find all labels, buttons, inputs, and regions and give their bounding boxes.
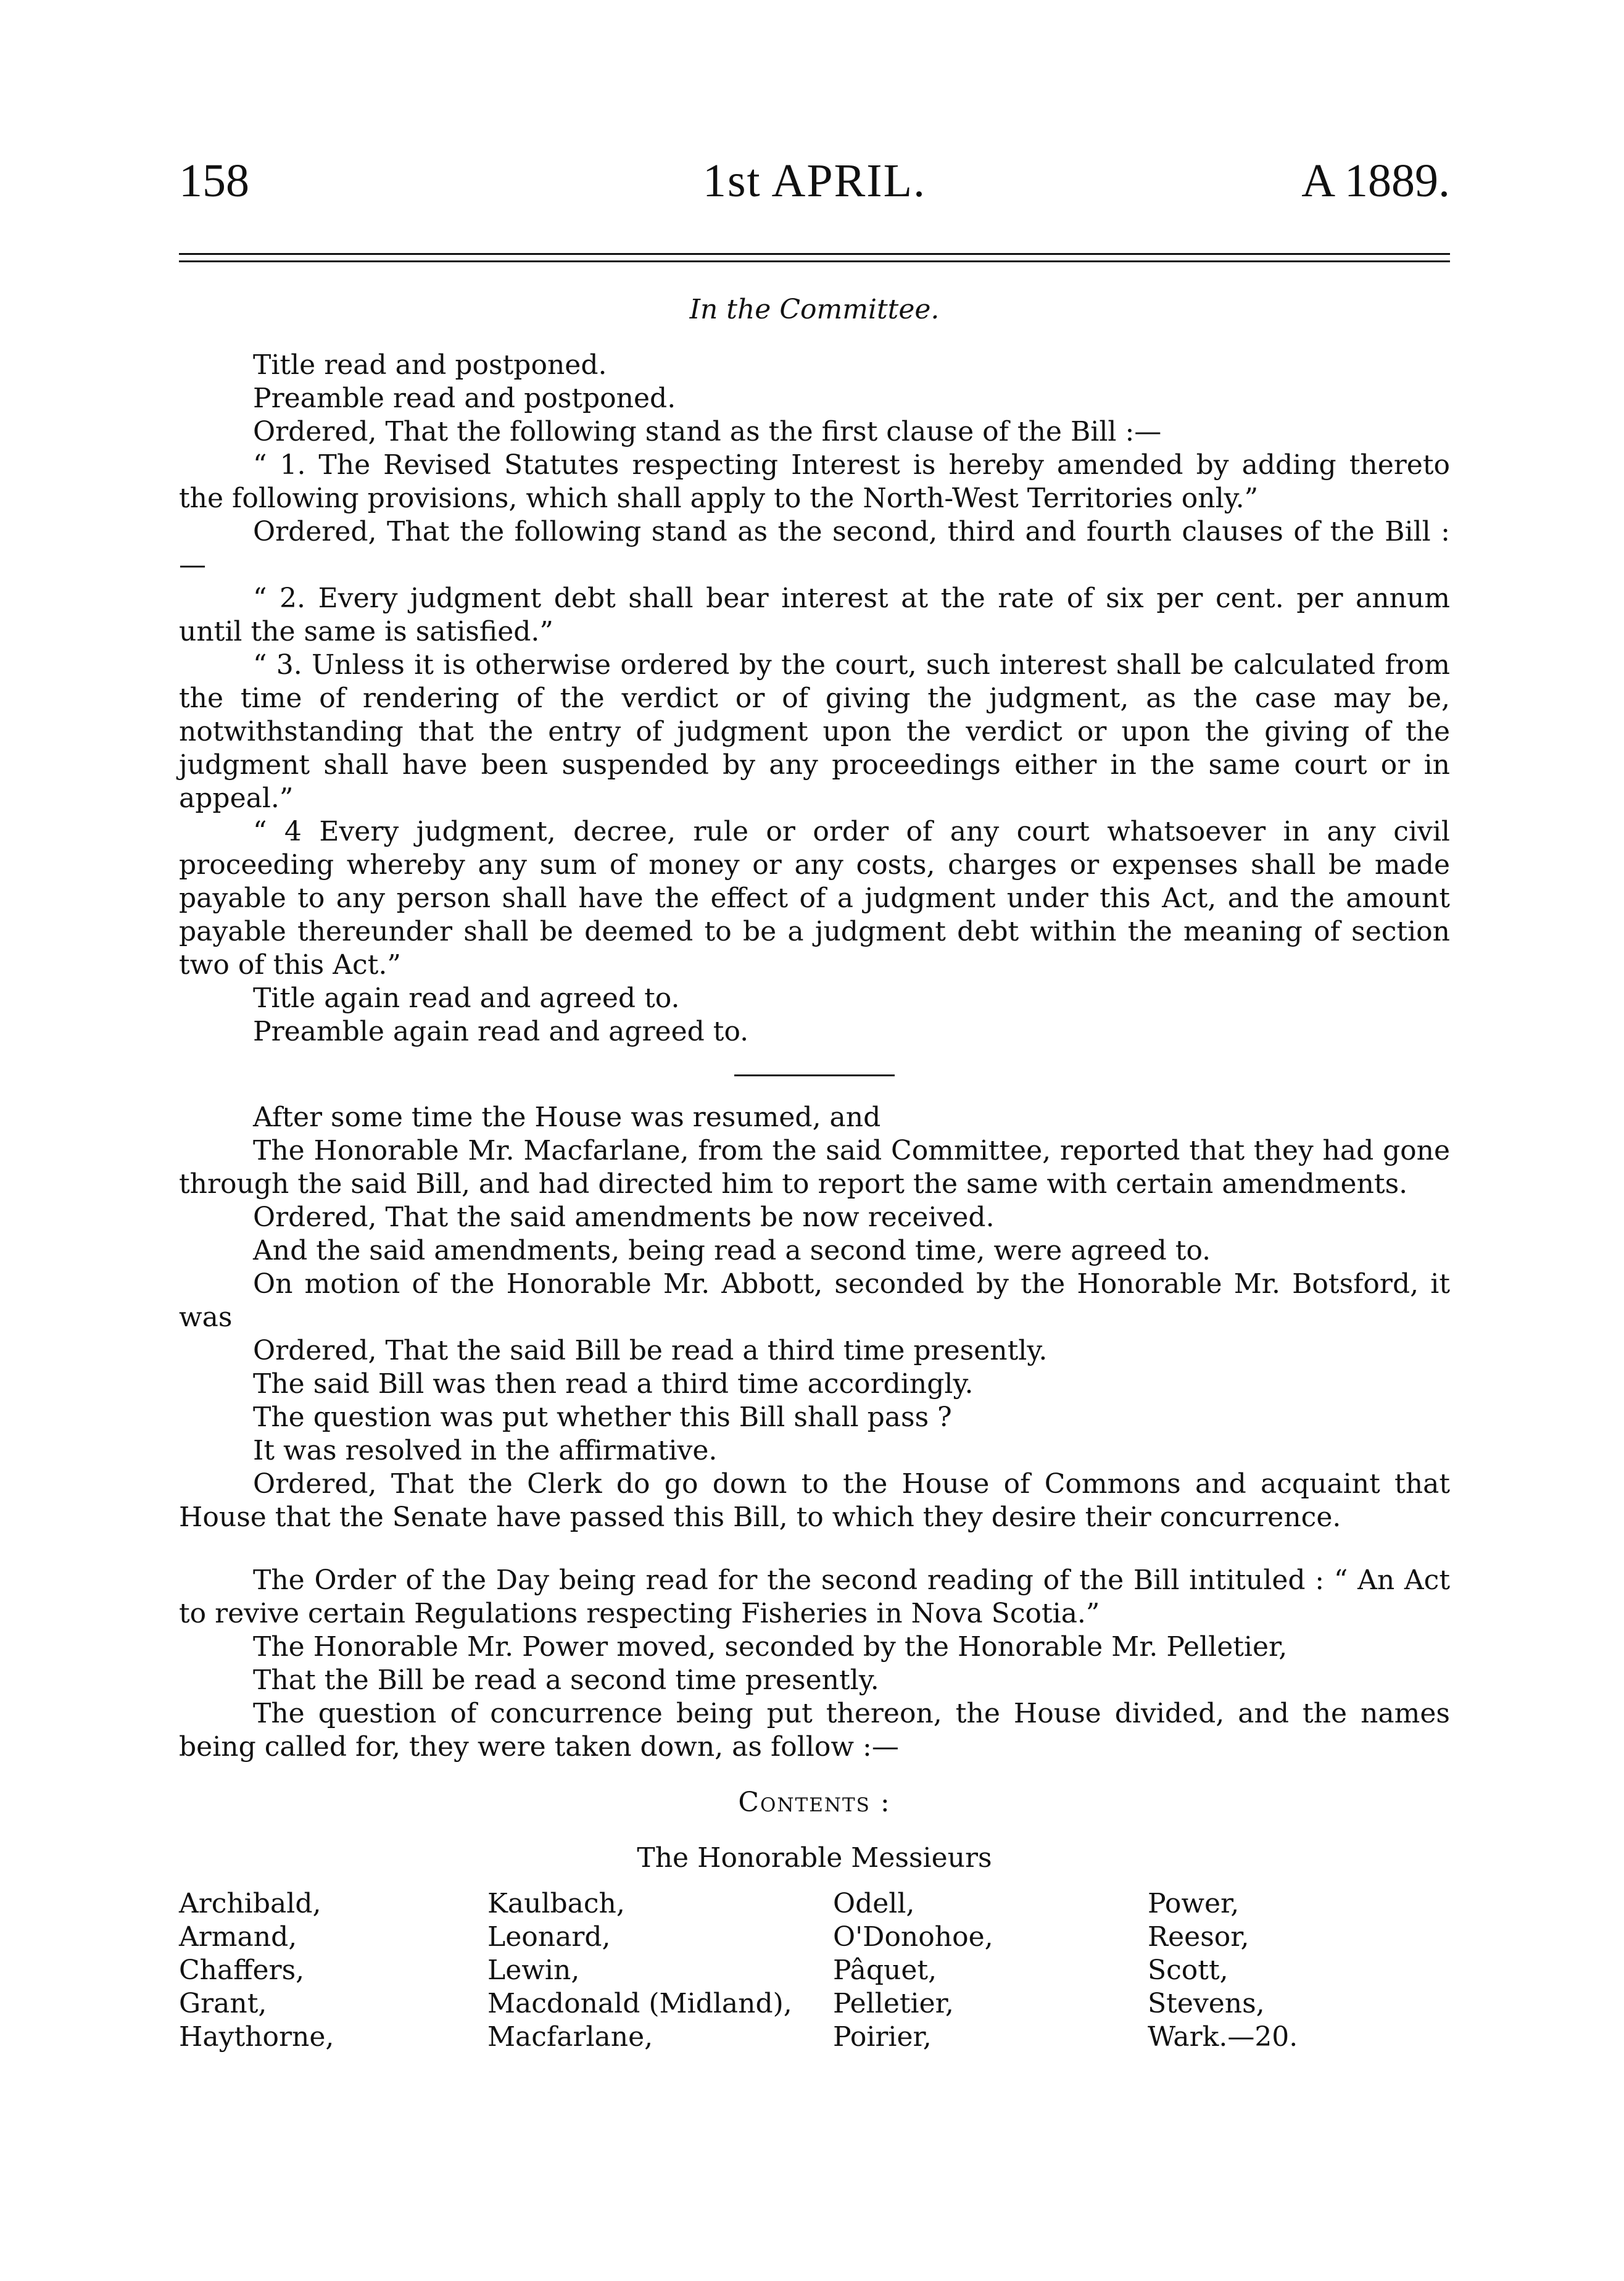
clause-2: “ 2. Every judgment debt shall bear interest at the rate of six per cent. per annum until the same is satisfied.”	[179, 583, 1450, 647]
header-year: A 1889.	[1301, 155, 1450, 207]
header-date: 1st APRIL.	[702, 155, 927, 207]
proceeding-line: After some time the House was resumed, and	[253, 1102, 881, 1133]
clause-4: “ 4 Every judgment, decree, rule or order of any court whatsoever in any civil proceeding whereby any sum of money or any costs, charges or expenses shall be made payable to any person shall have the effect of a judgment under this Act, and the amount payable thereunder shall be deemed to be a judgment debt within the meaning of section two of this Act.”	[179, 816, 1450, 981]
second-reading-line: The question of concurrence being put thereon, the House divided, and the names being called for, they were taken down, as follow :—	[179, 1698, 1450, 1763]
proceeding-line: The question was put whether this Bill shall pass ?	[253, 1402, 952, 1433]
proceeding-line: Ordered, That the said amendments be now received.	[253, 1202, 995, 1233]
names-column	[833, 1887, 1148, 2054]
senator-name: Scott,	[1148, 1955, 1228, 1986]
senator-name: O'Donohoe,	[833, 1921, 993, 1953]
senator-name: Leonard,	[487, 1921, 611, 1953]
committee-line: Preamble again read and agreed to.	[253, 1016, 749, 1047]
clause-1: “ 1. The Revised Statutes respecting Interest is hereby amended by adding thereto the following provisions, which shall apply to the North-West Territories only.”	[179, 449, 1450, 514]
committee-line: Ordered, That the following stand as the second, third and fourth clauses of the Bill :—	[179, 516, 1450, 581]
senator-name: Power,	[1148, 1888, 1240, 1919]
senator-name: Grant,	[179, 1988, 267, 2019]
senator-name: Stevens,	[1148, 1988, 1265, 2019]
senator-name: Haythorne,	[179, 2021, 334, 2053]
vote-names	[179, 1887, 1450, 2054]
header-rule	[179, 253, 1450, 255]
senator-name: Lewin,	[487, 1955, 580, 1986]
proceeding-line: Ordered, That the said Bill be read a third time presently.	[253, 1335, 1048, 1366]
second-reading-line: The Honorable Mr. Power moved, seconded by the Honorable Mr. Pelletier,	[253, 1631, 1288, 1663]
senator-name: Kaulbach,	[487, 1888, 625, 1919]
senator-name: Pelletier,	[833, 1988, 954, 2019]
senator-name: Armand,	[179, 1921, 297, 1953]
proceeding-line: The Honorable Mr. Macfarlane, from the said Committee, reported that they had gone through the said Bill, and had directed him to report the same with certain amendments.	[179, 1135, 1450, 1200]
senator-name: Chaffers,	[179, 1955, 305, 1986]
vote-total: Wark.—20.	[1148, 2021, 1298, 2053]
senator-name: Reesor,	[1148, 1921, 1249, 1953]
clause-3: “ 3. Unless it is otherwise ordered by the court, such interest shall be calculated from the time of rendering of the verdict or of giving the judgment, as the case may be, notwithstanding that the entry of judgment upon the verdict or upon the giving of the judgment shall have been suspended by any proceedings either in the same court or in appeal.”	[179, 649, 1450, 814]
senator-name: Odell,	[833, 1888, 915, 1919]
header-rule-second	[179, 260, 1450, 262]
proceeding-line: On motion of the Honorable Mr. Abbott, seconded by the Honorable Mr. Botsford, it was	[179, 1268, 1450, 1333]
second-reading-line: The Order of the Day being read for the second reading of the Bill intituled : “ An Act to revive certain Regulations respecting Fisheries in Nova Scotia.”	[179, 1564, 1450, 1629]
senator-name: Macfarlane,	[487, 2021, 653, 2053]
committee-line: Ordered, That the following stand as the first clause of the Bill :—	[253, 416, 1162, 447]
senator-name: Archibald,	[179, 1888, 321, 1919]
page-body	[179, 293, 1450, 2054]
vote-subheading: The Honorable Messieurs	[637, 1842, 992, 1874]
senator-name: Macdonald (Midland),	[487, 1988, 792, 2019]
page-header	[179, 154, 1450, 222]
proceeding-line: It was resolved in the affirmative.	[253, 1435, 718, 1466]
proceeding-line: Ordered, That the Clerk do go down to the House of Commons and acquaint that House that the Senate have passed this Bill, to which they desire their concurrence.	[179, 1468, 1450, 1533]
section-divider	[734, 1074, 895, 1076]
proceeding-line: The said Bill was then read a third time accordingly.	[253, 1368, 974, 1400]
names-column	[487, 1887, 833, 2054]
names-column	[1148, 1887, 1438, 2054]
committee-line: Title read and postponed.	[253, 349, 607, 381]
proceeding-line: And the said amendments, being read a second time, were agreed to.	[253, 1235, 1211, 1266]
senator-name: Pâquet,	[833, 1955, 937, 1986]
contents-heading: Contents :	[738, 1787, 891, 1818]
committee-line: Title again read and agreed to.	[253, 983, 680, 1014]
committee-heading: In the Committee.	[689, 294, 940, 325]
page-number: 158	[179, 155, 249, 207]
committee-line: Preamble read and postponed.	[253, 383, 676, 414]
second-reading-line: That the Bill be read a second time presently.	[253, 1664, 879, 1696]
names-column	[179, 1887, 487, 2054]
senator-name: Poirier,	[833, 2021, 932, 2053]
